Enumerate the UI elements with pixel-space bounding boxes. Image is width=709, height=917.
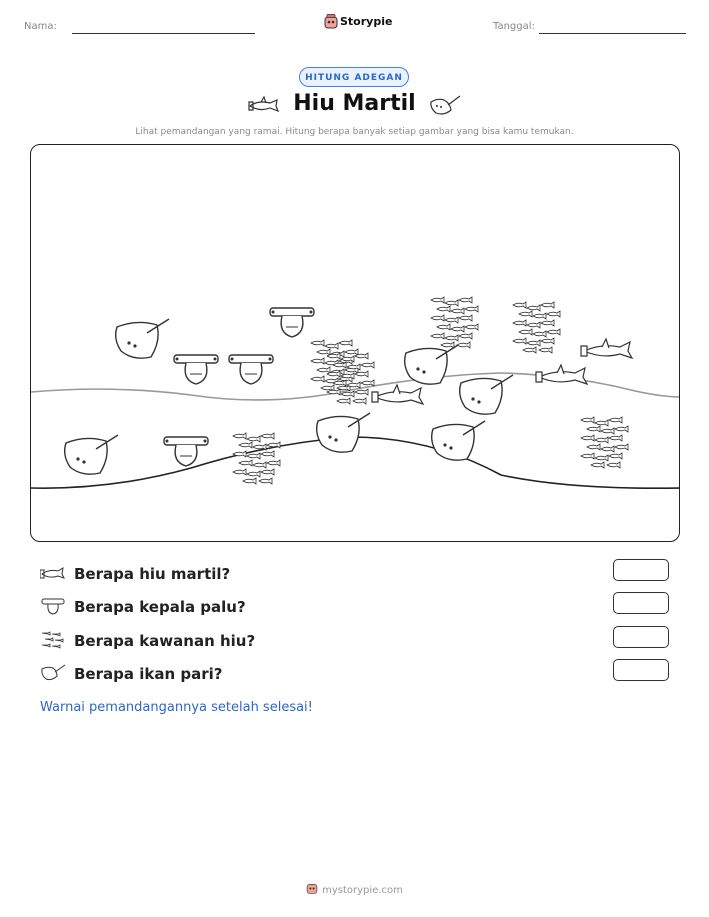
hammerhead-head — [229, 355, 273, 384]
question-text: Berapa kawanan hiu? — [74, 632, 256, 650]
stingray — [116, 319, 169, 358]
hammerhead-head — [270, 308, 314, 337]
answer-box-head[interactable] — [613, 592, 669, 614]
shark-school — [431, 297, 478, 348]
stingray — [460, 375, 513, 414]
shark-school — [581, 417, 628, 468]
stingray — [432, 421, 485, 460]
storypie-mascot-icon — [324, 14, 338, 30]
stingray-icon — [40, 663, 66, 683]
coloring-note: Warnai pemandangannya setelah selesai! — [40, 700, 313, 715]
name-line[interactable] — [72, 33, 255, 34]
date-line[interactable] — [539, 33, 686, 34]
stingray-icon — [428, 92, 462, 118]
page-title: Hiu Martil — [293, 91, 416, 116]
question-text: Berapa ikan pari? — [74, 665, 223, 683]
name-label: Nama: — [24, 21, 57, 32]
brand-logo — [324, 13, 393, 31]
footer — [0, 882, 709, 896]
hammerhead-shark — [536, 365, 587, 384]
answer-box-school[interactable] — [613, 626, 669, 648]
answer-box-hammerhead[interactable] — [613, 559, 669, 581]
hammerhead-head — [174, 355, 218, 384]
answer-box-stingray[interactable] — [613, 659, 669, 681]
storypie-mascot-icon — [306, 882, 318, 895]
question-text: Berapa kepala palu? — [74, 598, 246, 616]
shark-school-icon — [40, 630, 66, 650]
activity-badge: HITUNG ADEGAN — [299, 67, 409, 87]
counting-scene — [30, 144, 680, 542]
brand-name: Storypie — [340, 15, 393, 28]
stingray — [317, 413, 370, 452]
instructions: Lihat pemandangan yang ramai. Hitung berapa banyak setiap gambar yang bisa kamu temukan. — [135, 127, 574, 137]
date-label: Tanggal: — [493, 21, 535, 32]
question-text: Berapa hiu martil? — [74, 565, 231, 583]
stingray — [405, 345, 458, 384]
scene-art — [31, 145, 680, 542]
footer-url[interactable]: mystorypie.com — [322, 885, 403, 896]
shark-school — [513, 302, 560, 353]
stingray — [65, 435, 118, 474]
hammerhead-shark-icon — [40, 563, 66, 583]
hammerhead-shark — [372, 385, 423, 404]
hammerhead-head — [164, 437, 208, 466]
shark-school — [233, 433, 280, 484]
hammerhead-shark — [581, 339, 632, 358]
hammerhead-head-icon — [40, 596, 66, 616]
